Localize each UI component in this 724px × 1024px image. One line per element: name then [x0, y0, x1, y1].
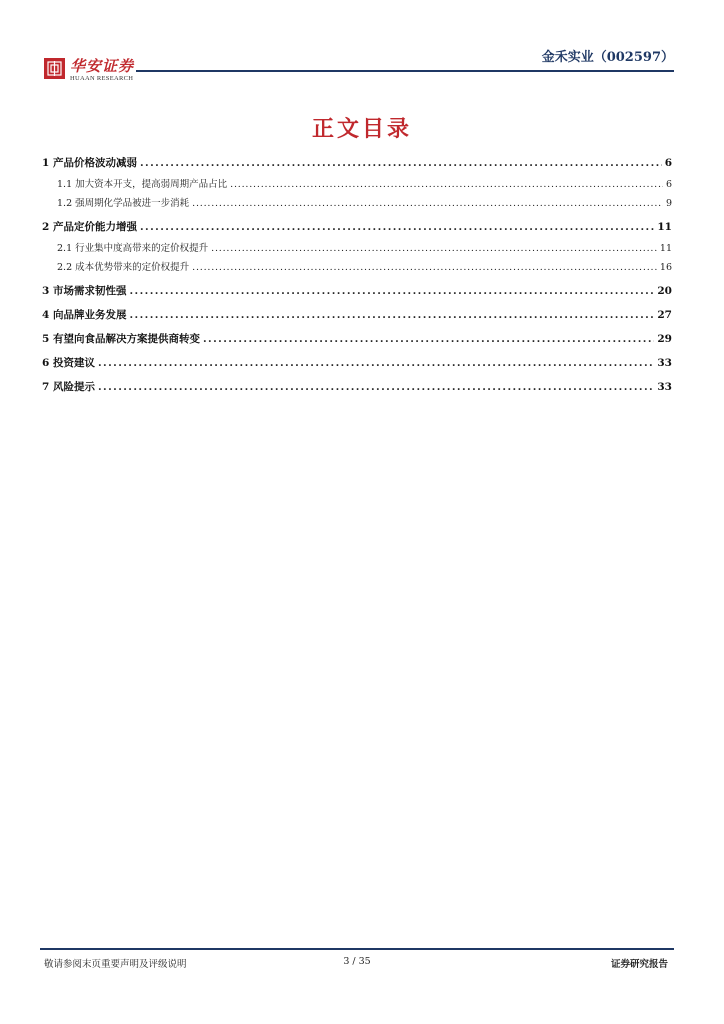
page-number: 3 / 35 [343, 956, 371, 967]
toc-entry-label: 6 投资建议 [42, 357, 95, 369]
toc-entry-page: 6 [664, 157, 672, 169]
toc-entry[interactable] [42, 215, 672, 239]
footer-disclaimer: 敬请参阅末页重要声明及评级说明 [44, 959, 187, 970]
toc-leader-dots [211, 239, 657, 258]
toc-entry-page: 16 [659, 262, 672, 273]
toc-subentry[interactable] [42, 194, 672, 213]
toc-entry-page: 33 [657, 357, 672, 369]
toc-subentry[interactable] [42, 258, 672, 277]
toc-entry[interactable] [42, 279, 672, 303]
toc-leader-dots [230, 175, 663, 194]
logo-chinese-name: 华安证券 [70, 57, 135, 75]
toc-entry-page: 9 [665, 198, 672, 209]
company-name: 金禾实业（002597） [541, 50, 674, 65]
page-footer [40, 948, 674, 974]
toc-title: 正文目录 [311, 116, 412, 142]
toc-entry-page: 27 [657, 309, 672, 321]
toc-entry-page: 6 [665, 179, 672, 190]
toc-entry-label: 4 向品牌业务发展 [42, 309, 127, 321]
toc-entry-page: 11 [657, 221, 672, 233]
toc-entry-page: 11 [659, 243, 672, 254]
toc-entry-page: 20 [657, 285, 672, 297]
huaan-logo-icon [44, 58, 65, 79]
toc-entry-label: 2.1 行业集中度高带来的定价权提升 [57, 243, 209, 254]
toc-leader-dots [192, 258, 657, 277]
toc-leader-dots [129, 279, 654, 303]
toc-leader-dots [140, 215, 654, 239]
toc-entry-label: 2.2 成本优势带来的定价权提升 [57, 262, 190, 273]
toc-leader-dots [98, 375, 654, 399]
toc-entry[interactable] [42, 303, 672, 327]
footer-divider [40, 948, 674, 950]
toc-leader-dots [192, 194, 663, 213]
toc-entry-label: 7 风险提示 [42, 381, 95, 393]
logo-english-name: HUAAN RESEARCH [70, 75, 134, 82]
document-type: 证券研究报告 [610, 959, 668, 970]
toc-entry-page: 33 [657, 381, 672, 393]
toc-entry[interactable] [42, 327, 672, 351]
toc-entry-page: 29 [657, 333, 672, 345]
toc-subentry[interactable] [42, 175, 672, 194]
toc-entry-label: 1.2 强周期化学品被进一步消耗 [57, 198, 190, 209]
toc-entry-label: 1.1 加大资本开支，提高弱周期产品占比 [57, 179, 228, 190]
toc-entry-label: 5 有望向食品解决方案提供商转变 [42, 333, 200, 345]
toc-leader-dots [203, 327, 654, 351]
toc-entry-label: 1 产品价格波动减弱 [42, 157, 137, 169]
toc-subentry[interactable] [42, 239, 672, 258]
page-header [40, 40, 674, 90]
toc-entry[interactable] [42, 151, 672, 175]
huaan-logo [44, 58, 134, 83]
toc-entry[interactable] [42, 375, 672, 399]
toc-entry[interactable] [42, 351, 672, 375]
toc-entry-label: 3 市场需求韧性强 [42, 285, 127, 297]
toc-leader-dots [140, 151, 662, 175]
toc-entry-label: 2 产品定价能力增强 [42, 221, 137, 233]
table-of-contents [42, 151, 672, 399]
toc-leader-dots [98, 351, 654, 375]
header-divider [136, 70, 674, 72]
toc-leader-dots [129, 303, 654, 327]
